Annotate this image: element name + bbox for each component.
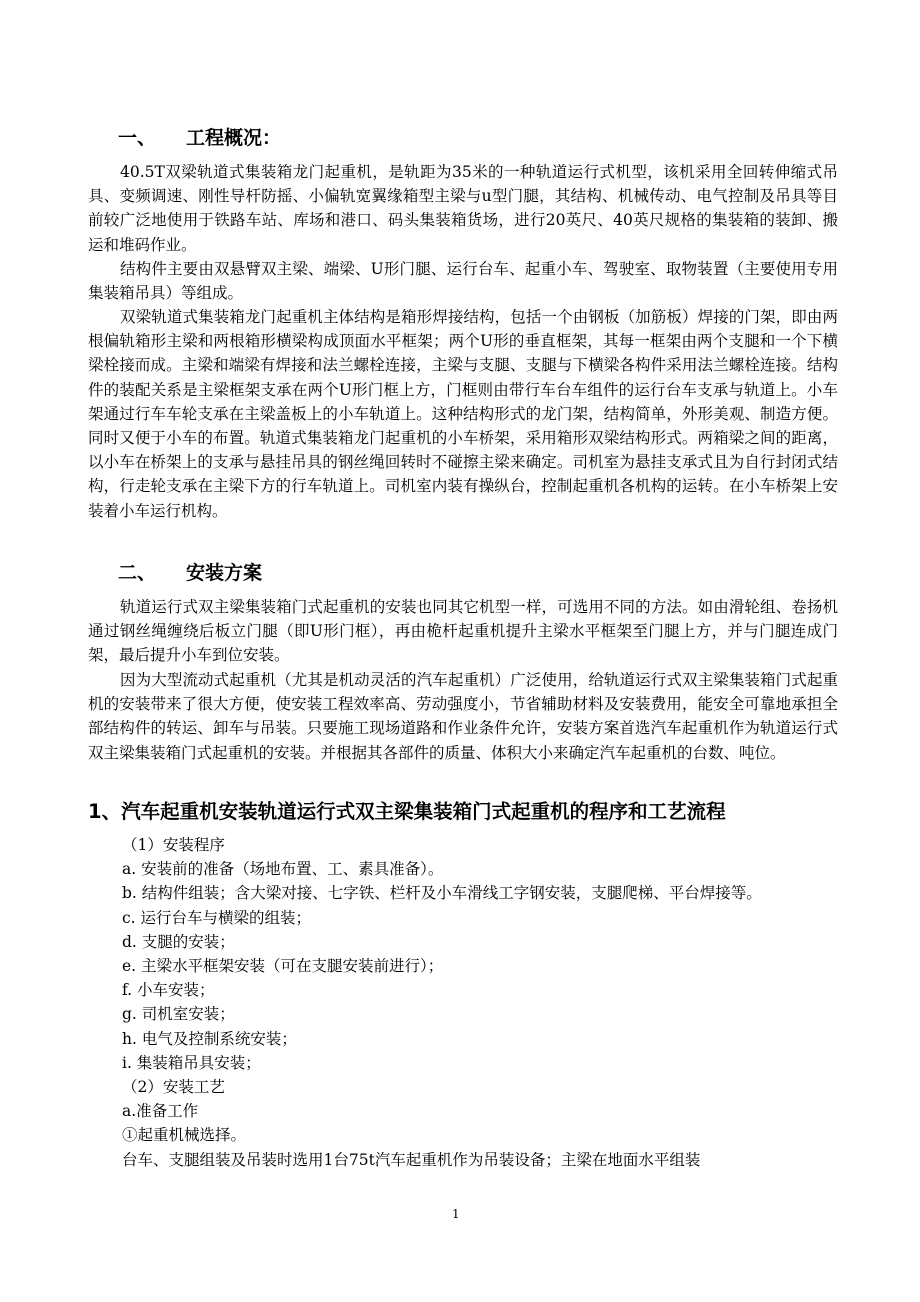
section-2-paragraph: 轨道运行式双主梁集装箱门式起重机的安装也同其它机型一样，可选用不同的方法。如由滑轮组、卷扬机通过钢丝绳缠绕后板立门腿（即U形门框），再由桅杆起重机提升主梁水平框架至门腿上方，并与门腿连成门架，最后提升小车到位安装。 (88, 598, 838, 665)
list-item: ①起重机械选择。 (122, 1126, 247, 1145)
list-item: d. 支腿的安装； (122, 932, 235, 951)
list-item: a. 安装前的准备（场地布置、工、素具准备）。 (122, 860, 444, 879)
section-2-heading (118, 558, 262, 585)
section-2-title: 安装方案 (186, 562, 263, 584)
list-item: b. 结构件组装；含大梁对接、七字铁、栏杆及小车滑线工字钢安装，支腿爬梯、平台焊接等。 (122, 884, 762, 903)
list-item: g. 司机室安装； (122, 1005, 235, 1024)
section-1-paragraph: 40.5T双梁轨道式集装箱龙门起重机，是轨距为35米的一种轨道运行式机型，该机采用全回转伸缩式吊具、变频调速、刚性导杆防摇、小偏轨宽翼缘箱型主梁与u型门腿，其结构、机械传动、电气控制及吊具等目前较广泛地使用于铁路车站、库场和港口、码头集装箱货场，进行20英尺、40英尺规格的集装箱的装卸、搬运和堆码作业。 (88, 163, 838, 254)
list-item: e. 主梁水平框架安装（可在支腿安装前进行）； (122, 957, 444, 976)
section-2-number: 二、 (118, 562, 157, 584)
section-1-title: 工程概况： (186, 127, 282, 149)
list-item: i. 集装箱吊具安装； (122, 1053, 261, 1072)
list-item: f. 小车安装； (122, 981, 215, 1000)
list-item: 台车、支腿组装及吊装时选用1台75t汽车起重机作为吊装设备；主梁在地面水平组装 (122, 1150, 701, 1169)
list-item: （2）安装工艺 (122, 1078, 225, 1097)
section-1-number: 一、 (118, 127, 157, 149)
list-item: （1）安装程序 (122, 836, 225, 854)
list-item: a.准备工作 (122, 1102, 199, 1121)
page-number: 1 (452, 1207, 460, 1221)
section-1-paragraph: 结构件主要由双悬臂双主梁、端梁、U形门腿、运行台车、起重小车、驾驶室、取物装置（主要使用专用集装箱吊具）等组成。 (88, 260, 838, 303)
section-1-paragraph: 双梁轨道式集装箱龙门起重机主体结构是箱形焊接结构，包括一个由钢板（加筋板）焊接的门架，即由两根偏轨箱形主梁和两根箱形横梁构成顶面水平框架；两个U形的垂直框架，其每一框架由两个支腿和一个下横梁栓接而成。主梁和端梁有焊接和法兰螺栓连接，主梁与支腿、支腿与下横梁各构件采用法兰螺栓连接。结构件的装配关系是主梁框架支承在两个U形门框上方，门框则由带行车台车组件的运行台车支承与轨道上。小车架通过行车车轮支承在主梁盖板上的小车轨道上。这种结构形式的龙门架，结构简单，外形美观、制造方便。同时又便于小车的布置。轨道式集装箱龙门起重机的小车桥架，采用箱形双梁结构形式。两箱梁之间的距离，以小车在桥架上的支承与悬挂吊具的钢丝绳回转时不碰擦主梁来确定。司机室为悬挂支承式且为自行封闭式结构，行走轮支承在主梁下方的行车轨道上。司机室内装有操纵台，控制起重机各机构的运转。在小车桥架上安装着小车运行机构。 (88, 308, 838, 520)
section-1-heading (118, 123, 281, 150)
list-item: c. 运行台车与横梁的组装； (122, 908, 312, 927)
subsection-heading: 1、汽车起重机安装轨道运行式双主梁集装箱门式起重机的程序和工艺流程 (88, 800, 726, 823)
section-2-paragraph: 因为大型流动式起重机（尤其是机动灵活的汽车起重机）广泛使用，给轨道运行式双主梁集装箱门式起重机的安装带来了很大方便，使安装工程效率高、劳动强度小，节省辅助材料及安装费用，能安全可靠地承担全部结构件的转运、卸车与吊装。只要施工现场道路和作业条件允许，安装方案首选汽车起重机作为轨道运行式双主梁集装箱门式起重机的安装。并根据其各部件的质量、体积大小来确定汽车起重机的台数、吨位。 (88, 671, 838, 762)
procedure-list (88, 833, 838, 1172)
list-item: h. 电气及控制系统安装； (122, 1029, 297, 1048)
